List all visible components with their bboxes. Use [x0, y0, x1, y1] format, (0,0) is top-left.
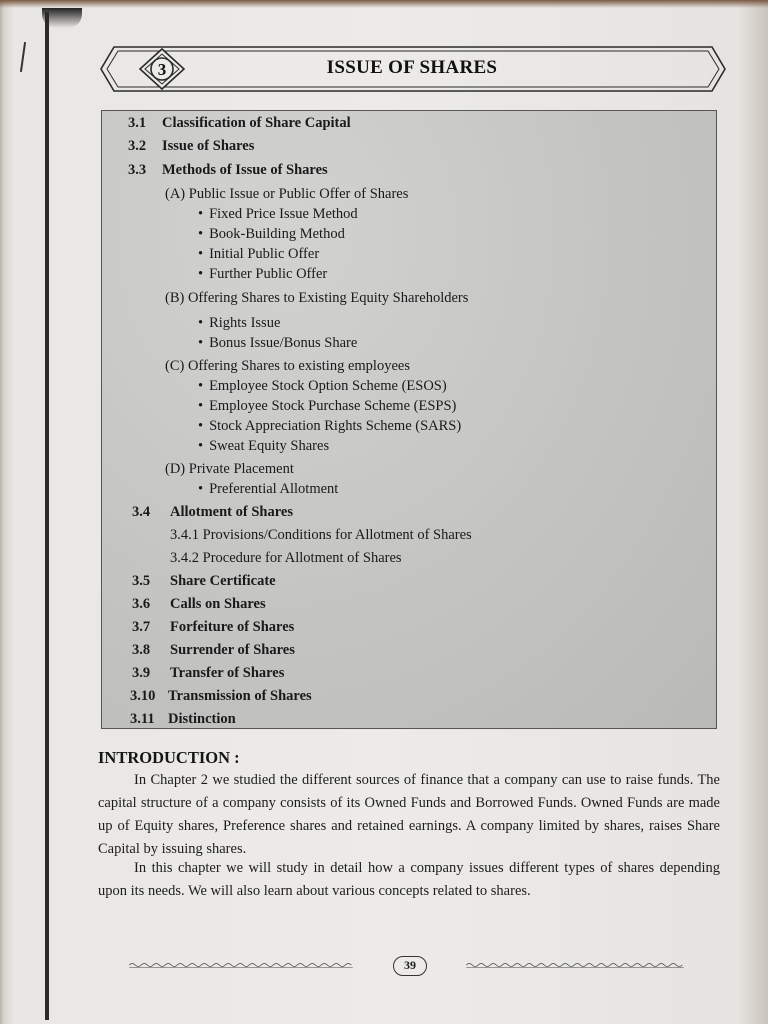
toc-bullet: • Book-Building Method: [198, 225, 345, 243]
toc-number: 3.11: [130, 711, 155, 727]
page-number: 39: [393, 956, 427, 976]
pen-mark: [20, 42, 26, 72]
toc-number: 3.3: [128, 162, 147, 178]
toc-entry: [132, 664, 284, 682]
introduction-paragraph: In Chapter 2 we studied the different sources of finance that a company can use to raise funds. The capital structure of a company consists of its Owned Funds and Borrowed Funds. Owned Funds are made up of Equity shares, Preference shares and retained earnings. A company limited by shares, raises Share Capital by issuing shares.: [98, 772, 720, 857]
toc-entry: [132, 641, 295, 659]
toc-bullet: • Employee Stock Purchase Scheme (ESPS): [198, 397, 456, 415]
toc-label: Calls on Shares: [170, 596, 266, 612]
toc-label: Classification of Share Capital: [162, 115, 351, 131]
toc-label: Transfer of Shares: [170, 665, 285, 681]
toc-bullet: • Initial Public Offer: [198, 245, 319, 263]
toc-subsection: 3.4.2 Procedure for Allotment of Shares: [170, 550, 402, 566]
toc-label: Allotment of Shares: [170, 504, 293, 520]
toc-subentry: (D) Private Placement: [165, 461, 294, 477]
footer-wave-rule-icon: [430, 962, 720, 968]
toc-entry: [132, 503, 293, 521]
toc-bullet: • Bonus Issue/Bonus Share: [198, 334, 357, 352]
toc-label: Methods of Issue of Shares: [162, 162, 328, 178]
chapter-title: ISSUE OF SHARES: [326, 57, 498, 78]
chapter-number: 3: [157, 60, 167, 79]
toc-bullet: • Rights Issue: [198, 314, 280, 332]
margin-rule: [45, 12, 49, 1020]
introduction-paragraph: In this chapter we will study in detail how a company issues different types of shares depending upon its needs. We will also learn about various concepts related to shares.: [98, 860, 720, 899]
toc-subentry: (A) Public Issue or Public Offer of Shares: [165, 186, 409, 202]
toc-label: Issue of Shares: [162, 138, 255, 154]
toc-bullet: • Preferential Allotment: [198, 480, 338, 498]
toc-label: Surrender of Shares: [170, 642, 295, 658]
toc-number: 3.1: [128, 115, 147, 131]
chapter-contents-box: [101, 110, 717, 729]
toc-bullet: • Sweat Equity Shares: [198, 437, 329, 455]
toc-bullet: • Employee Stock Option Scheme (ESOS): [198, 377, 447, 395]
toc-label: Forfeiture of Shares: [170, 619, 295, 635]
toc-bullet: • Fixed Price Issue Method: [198, 205, 358, 223]
toc-entry: [128, 137, 254, 155]
toc-label: Distinction: [168, 711, 236, 727]
toc-label: Transmission of Shares: [168, 688, 312, 704]
toc-subentry: (C) Offering Shares to existing employees: [165, 358, 410, 374]
toc-entry: [132, 595, 266, 613]
toc-bullet: • Further Public Offer: [198, 265, 327, 283]
toc-entry: [130, 687, 312, 705]
toc-entry: [130, 710, 236, 728]
toc-entry: [132, 572, 276, 590]
toc-subentry: (B) Offering Shares to Existing Equity Shareholders: [165, 290, 469, 306]
toc-number: 3.9: [132, 665, 151, 681]
toc-bullet: • Stock Appreciation Rights Scheme (SARS): [198, 417, 461, 435]
toc-number: 3.10: [130, 688, 156, 704]
footer-wave-rule-icon: [92, 962, 390, 968]
toc-entry: [128, 161, 328, 179]
introduction-heading: INTRODUCTION :: [98, 748, 240, 767]
toc-number: 3.6: [132, 596, 151, 612]
toc-entry: [128, 114, 351, 132]
page-top-edge: [0, 0, 768, 8]
toc-number: 3.5: [132, 573, 151, 589]
toc-number: 3.7: [132, 619, 151, 635]
toc-number: 3.8: [132, 642, 151, 658]
toc-entry: [132, 618, 294, 636]
toc-subsection: 3.4.1 Provisions/Conditions for Allotment of Shares: [170, 527, 472, 543]
toc-number: 3.4: [132, 504, 151, 520]
toc-label: Share Certificate: [170, 573, 276, 589]
toc-number: 3.2: [128, 138, 147, 154]
